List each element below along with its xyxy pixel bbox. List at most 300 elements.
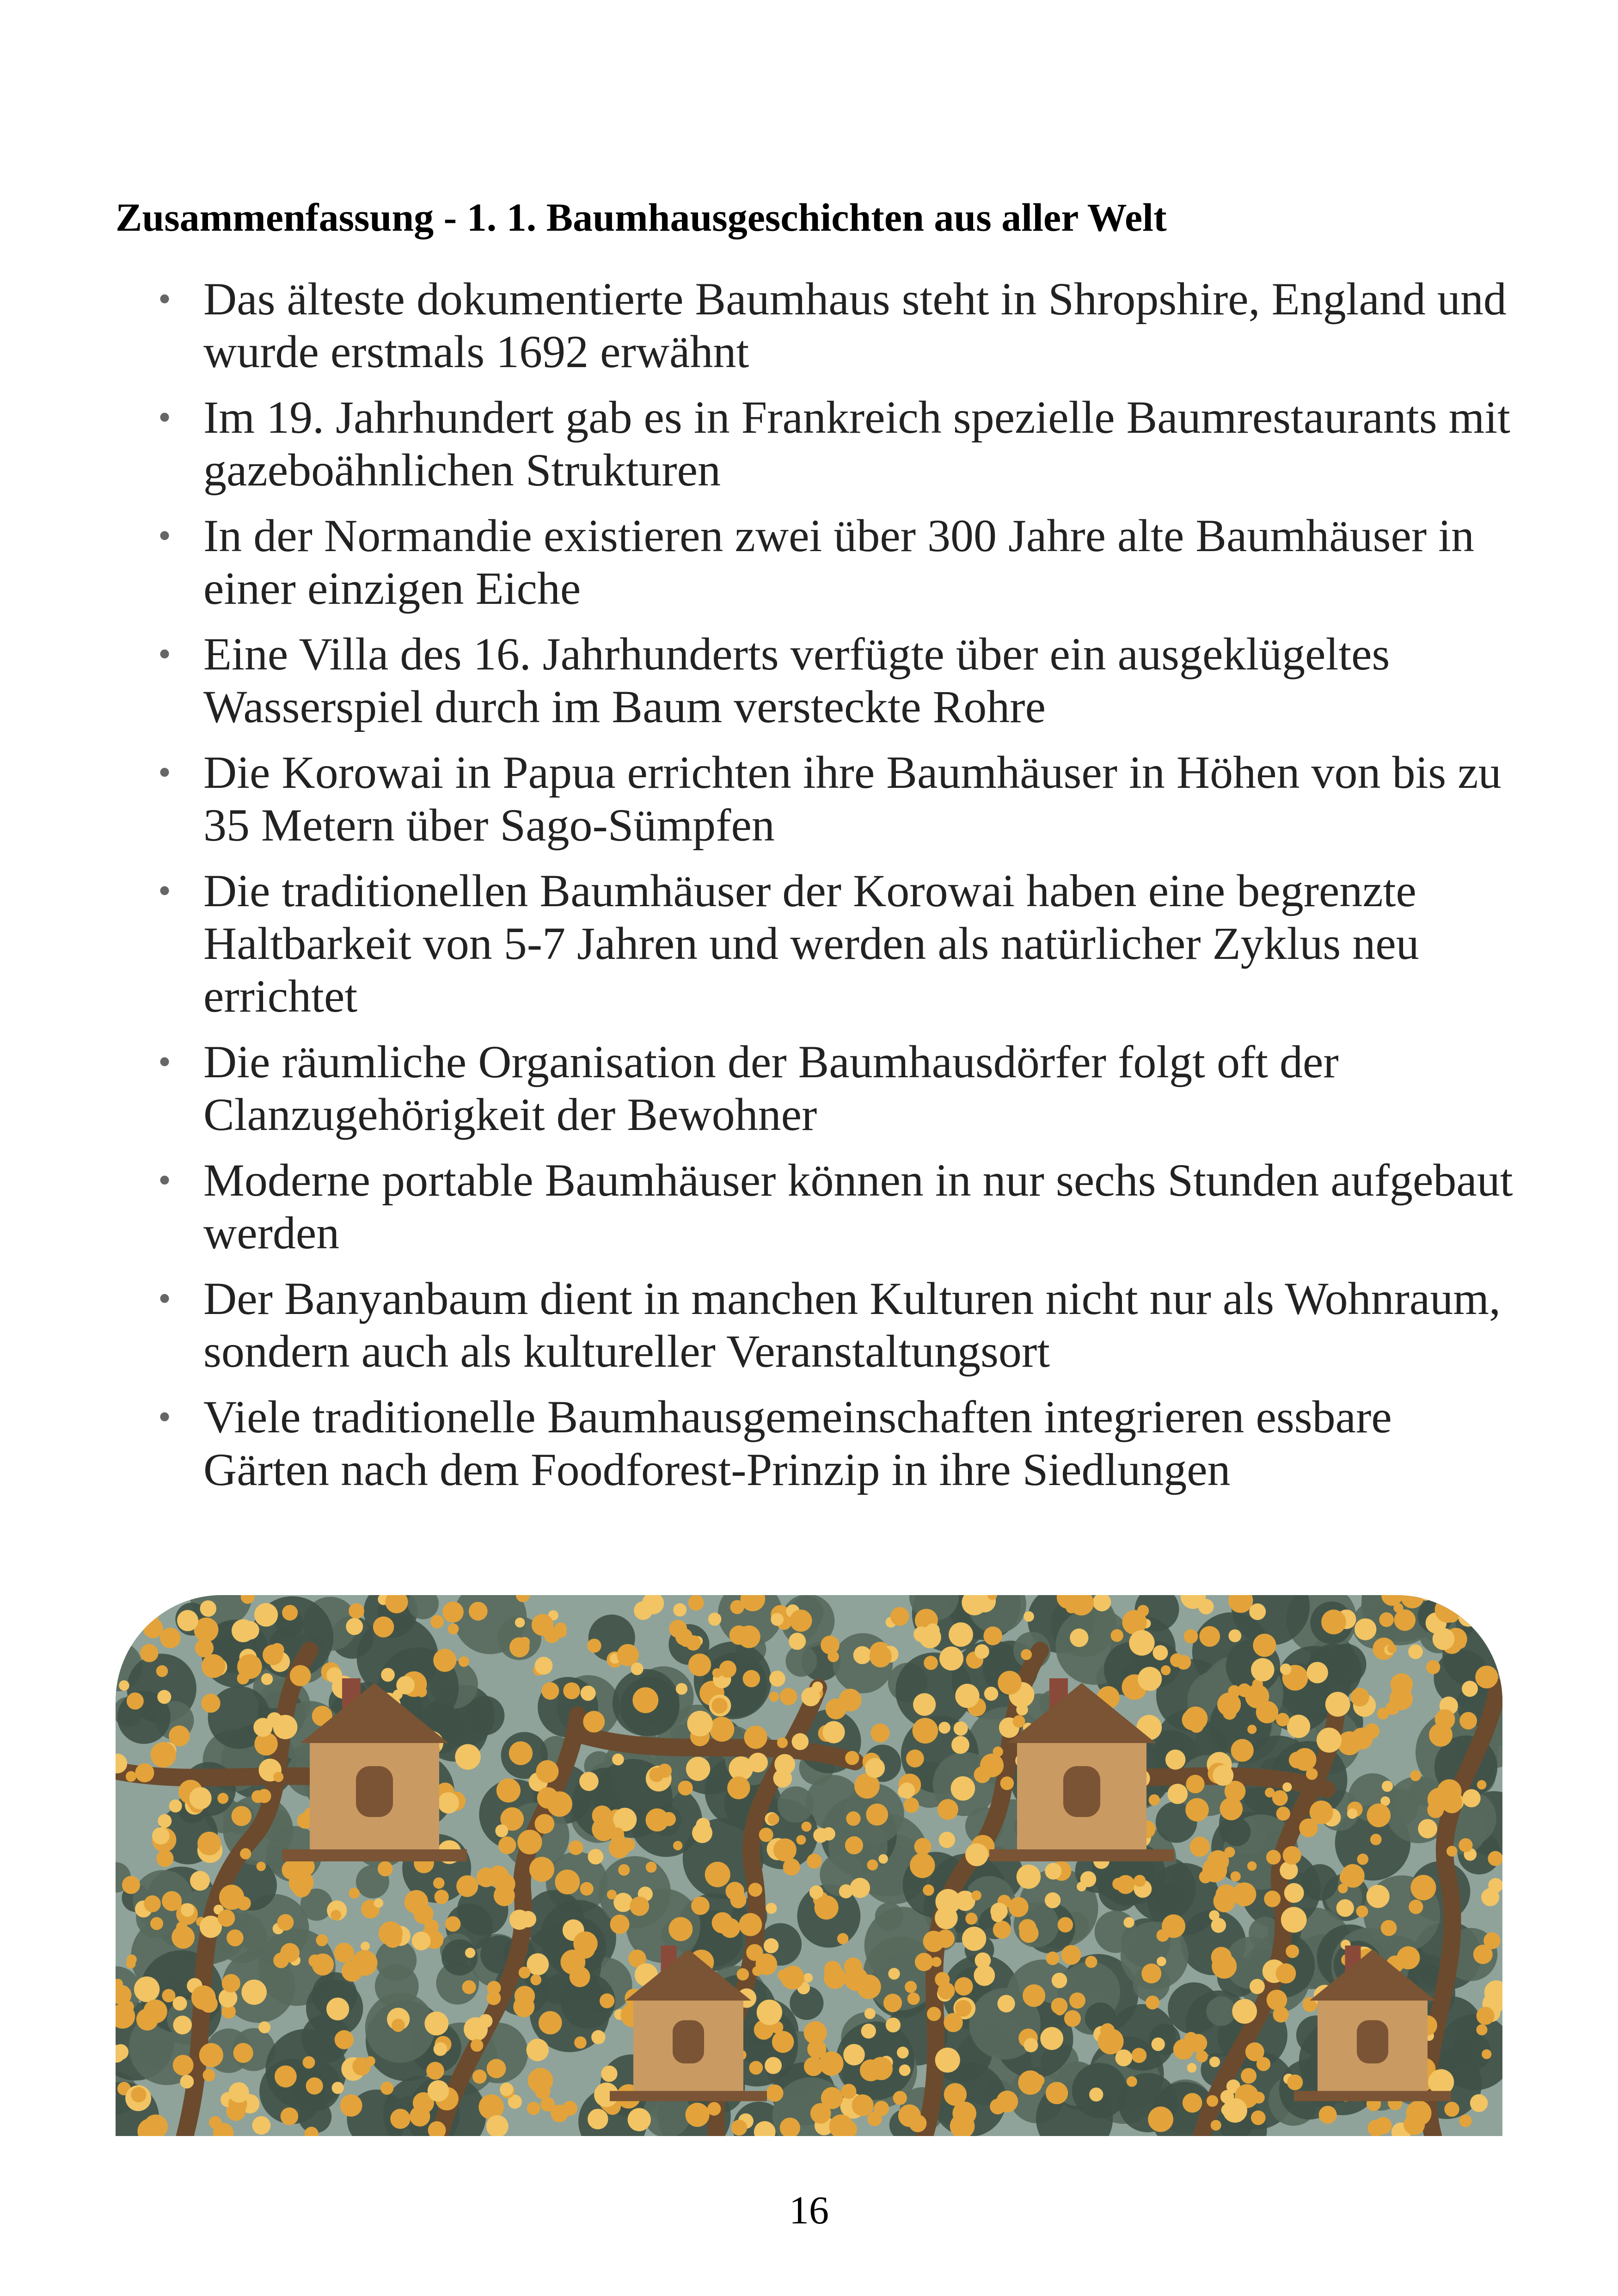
blossom: [131, 2087, 146, 2102]
blossom: [850, 1878, 870, 1898]
blossom: [555, 1870, 580, 1895]
blossom: [201, 1694, 220, 1713]
blossom: [373, 1616, 394, 1637]
blossom: [1459, 1712, 1477, 1730]
blossom: [1214, 1891, 1235, 1912]
blossom: [281, 2107, 298, 2125]
blossom: [1212, 1954, 1237, 1979]
list-item: [157, 1391, 1526, 1496]
blossom: [127, 1954, 137, 1964]
blossom: [222, 1974, 240, 1993]
blossom: [1199, 1626, 1220, 1647]
foliage-blob: [1302, 1864, 1338, 1901]
blossom: [1245, 1684, 1269, 1708]
blossom: [939, 1832, 955, 1848]
blossom: [127, 1693, 144, 1710]
page-number: 16: [789, 2188, 829, 2232]
blossom: [1488, 1851, 1502, 1866]
blossom: [737, 1968, 749, 1981]
blossom: [349, 1888, 360, 1899]
list-item-text: Die räumliche Organisation der Baumhausdörfer folgt oft der Clanzugehörigkeit der Bewohner: [203, 1036, 1339, 1140]
blossom: [273, 1715, 298, 1739]
blossom: [1488, 1878, 1502, 1893]
blossom: [1393, 1603, 1403, 1613]
blossom: [1245, 2042, 1264, 2061]
blossom: [197, 1832, 221, 1855]
blossom: [122, 1876, 140, 1894]
blossom: [1250, 1979, 1265, 1994]
blossom: [445, 1916, 461, 1932]
blossom: [591, 2030, 605, 2044]
blossom: [1387, 1644, 1397, 1653]
blossom: [846, 1811, 860, 1826]
blossom: [1482, 2049, 1491, 2059]
blossom: [1470, 2094, 1488, 2112]
blossom: [845, 1751, 859, 1765]
blossom: [696, 1818, 710, 1832]
blossom: [442, 1602, 464, 1623]
blossom: [630, 1897, 649, 1916]
blossom: [669, 1620, 687, 1638]
blossom: [1306, 1768, 1318, 1780]
blossom: [438, 1792, 459, 1813]
blossom: [1249, 1603, 1266, 1620]
blossom: [990, 2099, 1005, 2114]
blossom: [607, 1890, 617, 1899]
blossom: [176, 1922, 187, 1933]
blossom: [1299, 1818, 1318, 1837]
blossom: [381, 1668, 395, 1682]
blossom: [688, 1595, 704, 1611]
blossom: [1284, 1883, 1304, 1903]
blossom: [731, 2120, 747, 2136]
blossom: [1046, 1952, 1059, 1965]
blossom: [1282, 1782, 1292, 1792]
blossom: [815, 1896, 839, 1920]
foliage-blob: [875, 1903, 903, 1931]
blossom: [998, 1995, 1015, 2013]
blossom: [1045, 1863, 1061, 1879]
blossom: [469, 1602, 488, 1621]
blossom: [790, 1609, 812, 1632]
blossom: [861, 2024, 876, 2038]
blossom: [1142, 1971, 1153, 1982]
blossom: [821, 1636, 840, 1655]
blossom: [349, 1603, 364, 1619]
blossom: [1052, 1973, 1067, 1989]
blossom: [1418, 1819, 1437, 1838]
blossom: [126, 1771, 136, 1782]
blossom: [686, 1757, 710, 1781]
blossom: [769, 1692, 779, 1702]
bullet-icon: •: [158, 634, 172, 675]
blossom: [396, 1676, 415, 1694]
blossom: [993, 1921, 1011, 1939]
blossom: [275, 2065, 297, 2087]
blossom: [1370, 1834, 1382, 1845]
blossom: [938, 1982, 955, 1999]
blossom: [898, 2105, 921, 2127]
blossom: [340, 2094, 362, 2117]
blossom: [273, 1772, 283, 1782]
blossom: [839, 1688, 861, 1711]
blossom: [190, 1787, 212, 1809]
blossom: [962, 1927, 986, 1951]
blossom: [252, 2116, 270, 2135]
blossom: [1435, 1709, 1455, 1730]
blossom: [668, 1917, 693, 1941]
treehouse-illustration: [116, 1595, 1502, 2136]
blossom: [456, 1875, 478, 1897]
blossom: [974, 1644, 989, 1659]
blossom: [1266, 1850, 1281, 1865]
blossom: [237, 1654, 262, 1679]
blossom: [462, 1980, 476, 1994]
blossom: [240, 1848, 251, 1859]
blossom: [472, 2069, 487, 2084]
blossom: [789, 1633, 806, 1650]
blossom: [907, 1992, 920, 2005]
blossom: [708, 1613, 722, 1626]
blossom: [1162, 1915, 1185, 1938]
page-title: Zusammenfassung - 1. 1. Baumhausgeschichten aus aller Welt: [116, 195, 1167, 239]
blossom: [199, 2043, 223, 2067]
blossom: [824, 1966, 846, 1989]
blossom: [515, 1986, 535, 2006]
blossom: [257, 1789, 271, 1803]
blossom: [1276, 1964, 1296, 1984]
blossom: [1213, 1765, 1233, 1786]
blossom: [730, 1892, 747, 1909]
foliage-blob: [778, 1786, 814, 1823]
blossom: [583, 1711, 605, 1732]
blossom: [730, 1600, 744, 1614]
blossom: [570, 1966, 590, 1987]
blossom: [536, 1760, 558, 1783]
blossom: [374, 1898, 383, 1908]
blossom: [739, 1913, 762, 1936]
blossom: [804, 2057, 823, 2076]
bullet-icon: •: [158, 871, 172, 911]
list-item-text: Eine Villa des 16. Jahrhunderts verfügte über ein ausgeklügeltes Wasserspiel durch im Baum versteckte Rohre: [203, 628, 1390, 732]
blossom: [390, 2109, 410, 2129]
blossom: [412, 1932, 431, 1951]
blossom: [1040, 2027, 1063, 2050]
blossom: [757, 2000, 782, 2025]
blossom: [866, 1804, 888, 1826]
blossom: [334, 1943, 354, 1963]
blossom: [1138, 1667, 1162, 1691]
blossom: [1223, 1706, 1237, 1720]
blossom: [1435, 1597, 1461, 1623]
blossom: [547, 1792, 572, 1817]
blossom: [910, 1853, 935, 1878]
blossom: [1386, 1701, 1400, 1715]
blossom: [1055, 2005, 1065, 2015]
blossom: [957, 1786, 967, 1796]
blossom: [899, 1782, 915, 1799]
blossom: [587, 1639, 601, 1652]
blossom: [134, 1977, 159, 2002]
blossom: [1379, 1612, 1394, 1627]
blossom: [1228, 1629, 1241, 1642]
blossom: [495, 1824, 508, 1837]
blossom: [938, 1799, 958, 1820]
foliage-blob: [1222, 1817, 1251, 1846]
blossom: [290, 1665, 311, 1686]
blossom: [759, 1828, 773, 1842]
blossom: [712, 1668, 722, 1677]
list-item: [157, 1154, 1526, 1259]
blossom: [1089, 2087, 1103, 2101]
bullet-icon: •: [158, 516, 172, 556]
blossom: [541, 1682, 559, 1700]
blossom: [1475, 1666, 1498, 1688]
blossom: [530, 1974, 541, 1985]
blossom: [870, 1645, 892, 1668]
blossom: [1410, 1770, 1421, 1781]
blossom: [152, 1827, 170, 1845]
bullet-icon: •: [158, 1397, 172, 1437]
blossom: [845, 1967, 868, 1991]
blossom: [678, 1780, 693, 1795]
blossom: [686, 2103, 710, 2127]
blossom: [1129, 1630, 1154, 1656]
blossom: [169, 1799, 182, 1812]
list-item: [157, 391, 1526, 497]
blossom: [173, 2055, 194, 2075]
blossom: [1223, 2098, 1247, 2123]
blossom: [883, 1994, 902, 2012]
blossom: [1428, 1788, 1451, 1811]
blossom: [424, 1919, 439, 1934]
blossom: [1000, 1776, 1014, 1790]
blossom: [822, 1721, 845, 1743]
blossom: [1247, 1861, 1256, 1871]
blossom: [261, 1673, 273, 1685]
blossom: [899, 2064, 911, 2076]
blossom: [1112, 1878, 1125, 1890]
blossom: [563, 1682, 580, 1700]
blossom: [520, 1911, 536, 1928]
blossom: [277, 1914, 294, 1931]
blossom: [484, 2107, 494, 2117]
blossom: [1391, 1673, 1413, 1695]
blossom: [1061, 1945, 1081, 1965]
blossom: [1207, 2095, 1218, 2107]
blossom: [822, 1827, 835, 1841]
blossom: [203, 2069, 215, 2081]
blossom: [1325, 1692, 1350, 1717]
blossom: [755, 1953, 777, 1975]
blossom: [515, 1618, 525, 1628]
blossom: [555, 1622, 567, 1634]
blossom: [1306, 1662, 1328, 1683]
blossom: [282, 1605, 298, 1621]
blossom: [998, 1671, 1021, 1694]
blossom: [646, 1808, 669, 1831]
blossom: [944, 2013, 963, 2032]
blossom: [890, 1607, 909, 1626]
blossom: [686, 1635, 701, 1651]
blossom: [240, 1621, 259, 1639]
blossom: [1190, 1837, 1210, 1857]
blossom: [257, 1862, 266, 1871]
blossom: [1357, 1854, 1369, 1865]
blossom: [1336, 1899, 1354, 1917]
list-item-text: Im 19. Jahrhundert gab es in Frankreich spezielle Baumrestaurants mit gazeboähnlichen Strukturen: [203, 392, 1510, 496]
blossom: [1024, 1611, 1034, 1622]
blossom: [1152, 1645, 1168, 1660]
blossom: [906, 1750, 924, 1768]
blossom: [232, 1806, 251, 1826]
blossom: [1367, 1804, 1391, 1827]
blossom: [1199, 1871, 1212, 1884]
blossom: [1017, 1865, 1041, 1889]
blossom: [773, 1769, 792, 1788]
blossom: [893, 2091, 907, 2105]
blossom: [143, 2000, 167, 2024]
blossom: [748, 1883, 762, 1897]
blossom: [913, 1693, 936, 1716]
list-item-text: In der Normandie existieren zwei über 300 Jahre alte Baumhäuser in einer einzigen Eiche: [203, 510, 1474, 614]
blossom: [673, 1603, 686, 1617]
blossom: [471, 2039, 484, 2052]
list-item: [157, 510, 1526, 615]
house-platform: [989, 1849, 1174, 1861]
blossom: [807, 2039, 826, 2058]
list-item-text: Die Korowai in Papua errichten ihre Baumhäuser in Höhen von bis zu 35 Metern über Sago-Sümpfen: [203, 747, 1502, 851]
blossom: [160, 1628, 180, 1648]
blossom: [766, 1903, 777, 1914]
blossom: [768, 1813, 779, 1825]
blossom: [156, 1665, 168, 1677]
blossom: [135, 1763, 154, 1782]
blossom: [1069, 1992, 1085, 2008]
list-item-text: Der Banyanbaum dient in manchen Kulturen nicht nur als Wohnraum, sondern auch als kultureller Veranstaltungsort: [203, 1273, 1501, 1377]
blossom: [618, 1864, 630, 1876]
blossom: [1134, 1875, 1146, 1887]
blossom: [1477, 1780, 1487, 1790]
blossom: [241, 1980, 267, 2005]
blossom: [380, 2081, 393, 2094]
blossom: [773, 1838, 797, 1861]
blossom: [1416, 1878, 1430, 1893]
blossom: [924, 1656, 938, 1670]
blossom: [796, 1835, 806, 1845]
blossom: [974, 1766, 991, 1783]
blossom: [845, 1836, 863, 1854]
blossom: [886, 2018, 901, 2032]
list-item: [157, 628, 1526, 733]
blossom: [927, 2007, 941, 2021]
blossom: [1483, 1932, 1501, 1949]
blossom: [1209, 1910, 1220, 1921]
blossom: [915, 1953, 933, 1971]
blossom: [905, 1981, 917, 1993]
blossom: [1183, 2093, 1202, 2113]
blossom: [280, 1943, 300, 1963]
blossom: [923, 1885, 934, 1896]
blossom: [1289, 1752, 1305, 1768]
blossom: [1198, 1599, 1214, 1615]
blossom: [691, 1897, 710, 1915]
blossom: [361, 1942, 370, 1951]
blossom: [974, 1965, 995, 1986]
blossom: [852, 2094, 874, 2116]
blossom: [123, 1600, 142, 1620]
blossom: [1319, 2106, 1337, 2124]
blossom: [1283, 1846, 1301, 1865]
blossom: [1364, 1723, 1379, 1738]
blossom: [687, 1711, 713, 1737]
blossom: [426, 2062, 444, 2080]
blossom: [719, 1660, 736, 1677]
blossom: [688, 1653, 711, 1676]
blossom: [864, 2008, 876, 2019]
blossom: [888, 1968, 900, 1979]
blossom: [306, 2077, 323, 2094]
blossom: [769, 1670, 785, 1687]
blossom: [646, 1862, 657, 1873]
blossom: [331, 2082, 343, 2094]
blossom: [433, 1878, 445, 1889]
blossom: [951, 1736, 969, 1754]
blossom: [772, 2031, 794, 2053]
blossom: [535, 1657, 553, 1675]
blossom: [200, 1995, 217, 2013]
blossom: [1280, 1664, 1292, 1675]
blossom: [610, 1915, 630, 1934]
blossom: [1066, 1602, 1077, 1614]
blossom: [455, 1744, 481, 1770]
blossom: [837, 1933, 848, 1944]
blossom: [346, 1618, 363, 1635]
blossom: [1367, 1885, 1390, 1908]
summary-list: [157, 273, 1526, 1509]
blossom: [1019, 1919, 1036, 1937]
blossom: [156, 1850, 173, 1867]
blossom: [263, 1645, 283, 1665]
blossom: [1008, 1897, 1029, 1917]
blossom: [498, 1836, 516, 1854]
blossom: [1123, 1917, 1134, 1928]
blossom: [1132, 2048, 1147, 2063]
blossom: [955, 1977, 973, 1995]
blossom: [500, 2082, 513, 2096]
blossom: [778, 1970, 789, 1981]
list-item: [157, 1036, 1526, 1141]
blossom: [904, 1798, 919, 1813]
blossom: [926, 1623, 940, 1637]
blossom: [1251, 1658, 1275, 1682]
blossom: [771, 1613, 784, 1626]
blossom: [632, 1687, 658, 1713]
blossom: [1196, 2050, 1208, 2063]
blossom: [326, 1998, 349, 2020]
blossom: [1276, 1807, 1290, 1821]
blossom: [293, 1879, 311, 1897]
blossom: [219, 1885, 244, 1909]
blossom: [1185, 1798, 1209, 1822]
blossom: [1070, 1628, 1088, 1647]
blossom: [1080, 1871, 1097, 1887]
blossom: [509, 1637, 530, 1658]
blossom: [971, 1891, 981, 1901]
blossom: [519, 1967, 531, 1979]
blossom: [749, 2061, 763, 2075]
blossom: [807, 1854, 821, 1868]
